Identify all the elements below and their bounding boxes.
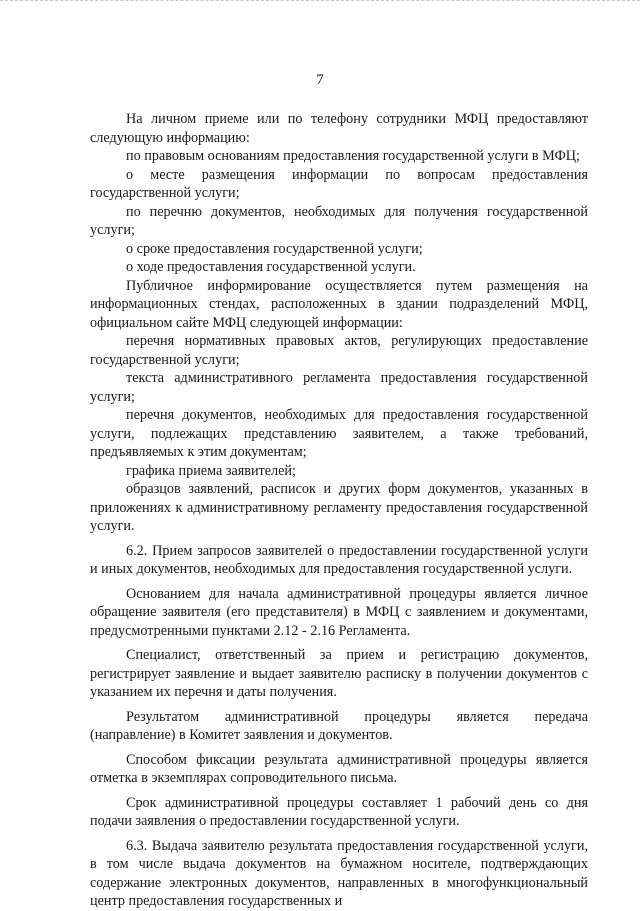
paragraph: перечня документов, необходимых для предоставления государственной услуги, подлежащих представлению заявителем, а также требований, предъявляемых к этим документам; (90, 407, 588, 460)
paragraph: образцов заявлений, расписок и других форм документов, указанных в приложениях к административному регламенту предоставления государственной услуги. (90, 481, 588, 534)
section-heading-6-3: 6.3. Выдача заявителю результата предоставления государственной услуги, в том числе выдача документов на бумажном носителе, подтверждающих содержание электронных документов, направленных в многофункциональный центр предоставления государственных и (90, 837, 588, 909)
paragraph: о ходе предоставления государственной услуги. (126, 259, 416, 275)
paragraph: Публичное информирование осуществляется путем размещения на информационных стендах, расположенных в здании подразделений МФЦ, официальном сайте МФЦ следующей информации: (90, 277, 588, 331)
paragraph: Результатом административной процедуры является передача (направление) в Комитет заявления и документов. (90, 708, 588, 743)
scan-edge-line (0, 0, 640, 3)
paragraph: графика приема заявителей; (126, 462, 296, 479)
paragraph: На личном приеме или по телефону сотрудники МФЦ предоставляют следующую информацию: (90, 111, 588, 146)
paragraph: о сроке предоставления государственной услуги; (126, 240, 423, 257)
page-number: 7 (316, 72, 324, 88)
paragraph: по правовым основаниям предоставления государственной услуги в МФЦ; (126, 148, 580, 164)
paragraph: Срок административной процедуры составляет 1 рабочий день со дня подачи заявления о предоставлении государственной услуги. (90, 794, 588, 829)
document-body (90, 110, 588, 911)
paragraph: о месте размещения информации по вопросам предоставления государственной услуги; (90, 166, 588, 201)
paragraph: по перечню документов, необходимых для получения государственной услуги; (90, 203, 588, 238)
paragraph: Основанием для начала административной процедуры является личное обращение заявителя (его представителя) в МФЦ с заявлением и документами, предусмотренными пунктами 2.12 - 2.16 Регламента. (90, 585, 588, 639)
section-heading-6-2: 6.2. Прием запросов заявителей о предоставлении государственной услуги и иных документов, необходимых для предоставления государственной услуги. (90, 542, 588, 577)
paragraph: Способом фиксации результата административной процедуры является отметка в экземплярах сопроводительного письма. (90, 751, 588, 786)
paragraph: перечня нормативных правовых актов, регулирующих предоставление государственной услуги; (90, 333, 588, 368)
paragraph: текста административного регламента предоставления государственной услуги; (90, 370, 588, 405)
paragraph: Специалист, ответственный за прием и регистрацию документов, регистрирует заявление и выдает заявителю расписку в получении документов с указанием их перечня и даты получения. (90, 647, 588, 700)
